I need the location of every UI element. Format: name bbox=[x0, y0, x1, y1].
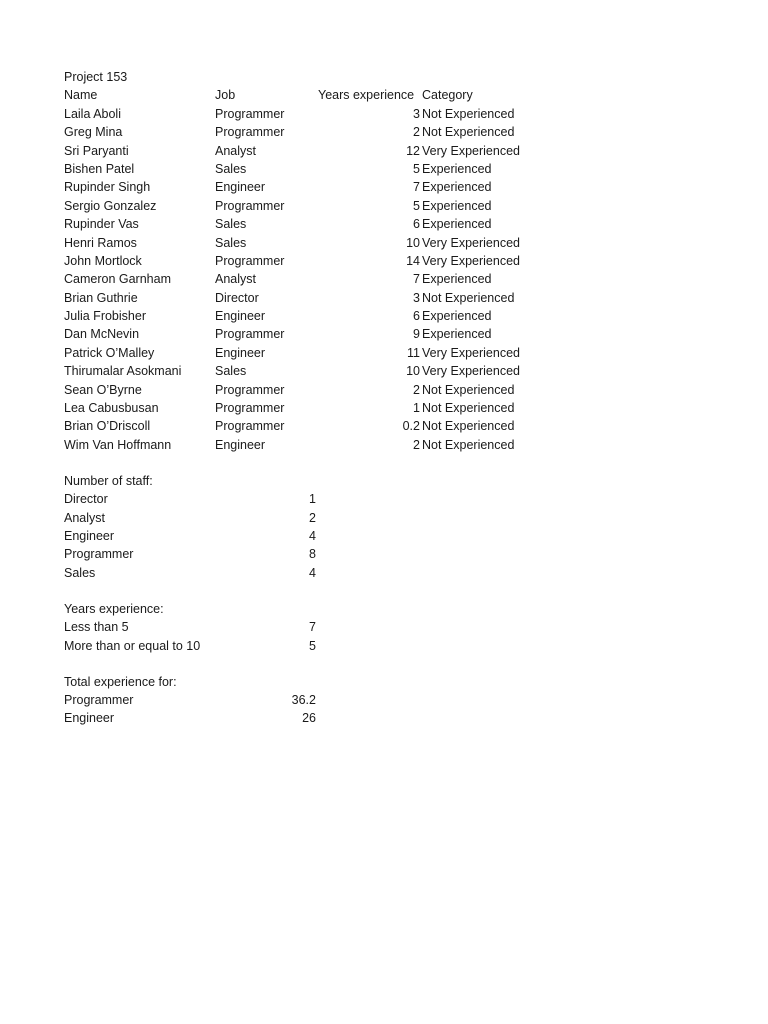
staff-category-cell: Experienced bbox=[422, 309, 492, 324]
staff-count-row bbox=[64, 527, 544, 545]
total-experience-row bbox=[64, 691, 544, 709]
staff-name-cell: Patrick O’Malley bbox=[64, 345, 155, 360]
staff-category-cell: Not Experienced bbox=[422, 401, 515, 416]
total-experience-heading: Total experience for: bbox=[64, 674, 177, 689]
staff-years-cell: 10 bbox=[406, 235, 420, 250]
staff-years-cell: 0.2 bbox=[402, 419, 420, 434]
staff-count-row bbox=[64, 490, 544, 508]
staff-years-cell: 7 bbox=[413, 180, 420, 195]
staff-job-cell: Programmer bbox=[215, 198, 285, 213]
staff-years-cell: 11 bbox=[407, 345, 420, 360]
table-row bbox=[64, 381, 544, 399]
staff-job-cell: Engineer bbox=[215, 345, 266, 360]
staff-job-cell: Programmer bbox=[215, 419, 285, 434]
staff-years-cell: 6 bbox=[413, 217, 420, 232]
table-row bbox=[64, 436, 544, 454]
staff-category-cell: Not Experienced bbox=[422, 125, 515, 140]
staff-job-cell: Analyst bbox=[215, 143, 256, 158]
staff-count-label: Analyst bbox=[64, 510, 105, 525]
staff-table bbox=[64, 105, 544, 454]
table-row bbox=[64, 178, 544, 196]
staff-category-cell: Not Experienced bbox=[422, 106, 515, 121]
staff-count-heading: Number of staff: bbox=[64, 473, 153, 488]
staff-category-cell: Experienced bbox=[422, 217, 492, 232]
years-summary-heading-row bbox=[64, 600, 544, 618]
spacer bbox=[64, 582, 544, 600]
total-experience-value: 36.2 bbox=[291, 692, 316, 707]
staff-count-row bbox=[64, 545, 544, 563]
staff-job-cell: Programmer bbox=[215, 401, 285, 416]
staff-job-cell: Programmer bbox=[215, 125, 285, 140]
years-summary-value: 7 bbox=[309, 620, 316, 635]
staff-name-cell: Brian O’Driscoll bbox=[64, 419, 151, 434]
staff-name-cell: Rupinder Singh bbox=[64, 180, 151, 195]
staff-name-cell: Henri Ramos bbox=[64, 235, 137, 250]
staff-name-cell: Sean O’Byrne bbox=[64, 382, 142, 397]
staff-years-cell: 6 bbox=[413, 309, 420, 324]
staff-category-cell: Not Experienced bbox=[422, 290, 515, 305]
table-row bbox=[64, 142, 544, 160]
sheet-title-row bbox=[64, 68, 544, 86]
staff-category-cell: Very Experienced bbox=[422, 364, 520, 379]
years-summary-value: 5 bbox=[309, 638, 316, 653]
staff-name-cell: Greg Mina bbox=[64, 125, 123, 140]
staff-job-cell: Programmer bbox=[215, 253, 285, 268]
staff-name-cell: John Mortlock bbox=[64, 253, 142, 268]
staff-count-row bbox=[64, 509, 544, 527]
table-row bbox=[64, 399, 544, 417]
table-row bbox=[64, 160, 544, 178]
staff-job-cell: Programmer bbox=[215, 327, 285, 342]
spacer bbox=[64, 454, 544, 472]
staff-job-cell: Engineer bbox=[215, 180, 266, 195]
staff-years-cell: 3 bbox=[413, 290, 420, 305]
header-job: Job bbox=[215, 88, 236, 103]
table-row bbox=[64, 252, 544, 270]
staff-count-label: Sales bbox=[64, 565, 96, 580]
total-experience-label: Programmer bbox=[64, 692, 134, 707]
staff-category-cell: Experienced bbox=[422, 198, 492, 213]
table-row bbox=[64, 234, 544, 252]
staff-category-cell: Very Experienced bbox=[422, 235, 520, 250]
years-summary-label: Less than 5 bbox=[64, 620, 129, 635]
staff-category-cell: Not Experienced bbox=[422, 419, 515, 434]
table-row bbox=[64, 307, 544, 325]
staff-count-row bbox=[64, 564, 544, 582]
staff-count-label: Director bbox=[64, 492, 108, 507]
staff-category-cell: Experienced bbox=[422, 161, 492, 176]
staff-years-cell: 12 bbox=[406, 143, 420, 158]
table-row bbox=[64, 362, 544, 380]
total-experience-value: 26 bbox=[302, 711, 316, 726]
staff-name-cell: Dan McNevin bbox=[64, 327, 140, 342]
staff-years-cell: 2 bbox=[413, 382, 420, 397]
staff-job-cell: Sales bbox=[215, 235, 247, 250]
table-row bbox=[64, 105, 544, 123]
staff-years-cell: 14 bbox=[406, 253, 420, 268]
staff-job-cell: Sales bbox=[215, 217, 247, 232]
staff-category-cell: Very Experienced bbox=[422, 143, 520, 158]
staff-count-value: 8 bbox=[309, 547, 316, 562]
staff-years-cell: 3 bbox=[413, 106, 420, 121]
staff-years-cell: 9 bbox=[413, 327, 420, 342]
years-summary-label: More than or equal to 10 bbox=[64, 638, 201, 653]
table-row bbox=[64, 344, 544, 362]
staff-category-cell: Not Experienced bbox=[422, 437, 515, 452]
spacer bbox=[64, 655, 544, 673]
header-category: Category bbox=[422, 88, 473, 103]
staff-years-cell: 5 bbox=[413, 161, 420, 176]
staff-name-cell: Thirumalar Asokmani bbox=[64, 364, 182, 379]
staff-name-cell: Bishen Patel bbox=[64, 161, 135, 176]
staff-job-cell: Programmer bbox=[215, 106, 285, 121]
staff-category-cell: Experienced bbox=[422, 272, 492, 287]
staff-job-cell: Engineer bbox=[215, 309, 266, 324]
staff-job-cell: Programmer bbox=[215, 382, 285, 397]
staff-name-cell: Rupinder Vas bbox=[64, 217, 139, 232]
staff-count-value: 4 bbox=[309, 528, 316, 543]
staff-name-cell: Sergio Gonzalez bbox=[64, 198, 157, 213]
staff-count-label: Engineer bbox=[64, 528, 115, 543]
staff-name-cell: Lea Cabusbusan bbox=[64, 401, 159, 416]
table-row bbox=[64, 215, 544, 233]
header-name: Name bbox=[64, 88, 98, 103]
staff-count-value: 2 bbox=[309, 510, 316, 525]
staff-count-label: Programmer bbox=[64, 547, 134, 562]
table-row bbox=[64, 123, 544, 141]
total-experience-heading-row bbox=[64, 673, 544, 691]
table-row bbox=[64, 270, 544, 288]
staff-years-cell: 7 bbox=[413, 272, 420, 287]
staff-job-cell: Sales bbox=[215, 364, 247, 379]
years-summary-row bbox=[64, 637, 544, 655]
table-header-row bbox=[64, 86, 544, 104]
staff-category-cell: Experienced bbox=[422, 180, 492, 195]
staff-years-cell: 1 bbox=[413, 401, 420, 416]
staff-name-cell: Wim Van Hoffmann bbox=[64, 437, 172, 452]
sheet-title: Project 153 bbox=[64, 70, 128, 84]
staff-years-cell: 10 bbox=[406, 364, 420, 379]
staff-category-cell: Very Experienced bbox=[422, 253, 520, 268]
years-summary-heading: Years experience: bbox=[64, 601, 164, 616]
staff-job-cell: Sales bbox=[215, 161, 247, 176]
total-experience-table bbox=[64, 691, 544, 728]
staff-name-cell: Cameron Garnham bbox=[64, 272, 171, 287]
staff-count-table bbox=[64, 490, 544, 582]
years-summary-table bbox=[64, 618, 544, 655]
staff-years-cell: 2 bbox=[413, 437, 420, 452]
staff-job-cell: Analyst bbox=[215, 272, 256, 287]
years-summary-row bbox=[64, 618, 544, 636]
staff-count-heading-row bbox=[64, 472, 544, 490]
total-experience-row bbox=[64, 709, 544, 727]
staff-category-cell: Very Experienced bbox=[422, 345, 520, 360]
spreadsheet-printout bbox=[64, 68, 544, 728]
staff-job-cell: Engineer bbox=[215, 437, 266, 452]
staff-name-cell: Julia Frobisher bbox=[64, 309, 146, 324]
staff-category-cell: Not Experienced bbox=[422, 382, 515, 397]
staff-category-cell: Experienced bbox=[422, 327, 492, 342]
staff-count-value: 1 bbox=[309, 492, 316, 507]
table-row bbox=[64, 197, 544, 215]
staff-years-cell: 5 bbox=[413, 198, 420, 213]
staff-name-cell: Brian Guthrie bbox=[64, 290, 138, 305]
staff-name-cell: Laila Aboli bbox=[64, 106, 121, 121]
header-years-experience: Years experience bbox=[318, 88, 415, 103]
total-experience-label: Engineer bbox=[64, 711, 115, 726]
staff-job-cell: Director bbox=[215, 290, 259, 305]
table-row bbox=[64, 417, 544, 435]
staff-count-value: 4 bbox=[309, 565, 316, 580]
table-row bbox=[64, 325, 544, 343]
table-row bbox=[64, 289, 544, 307]
staff-years-cell: 2 bbox=[413, 125, 420, 140]
staff-name-cell: Sri Paryanti bbox=[64, 143, 129, 158]
